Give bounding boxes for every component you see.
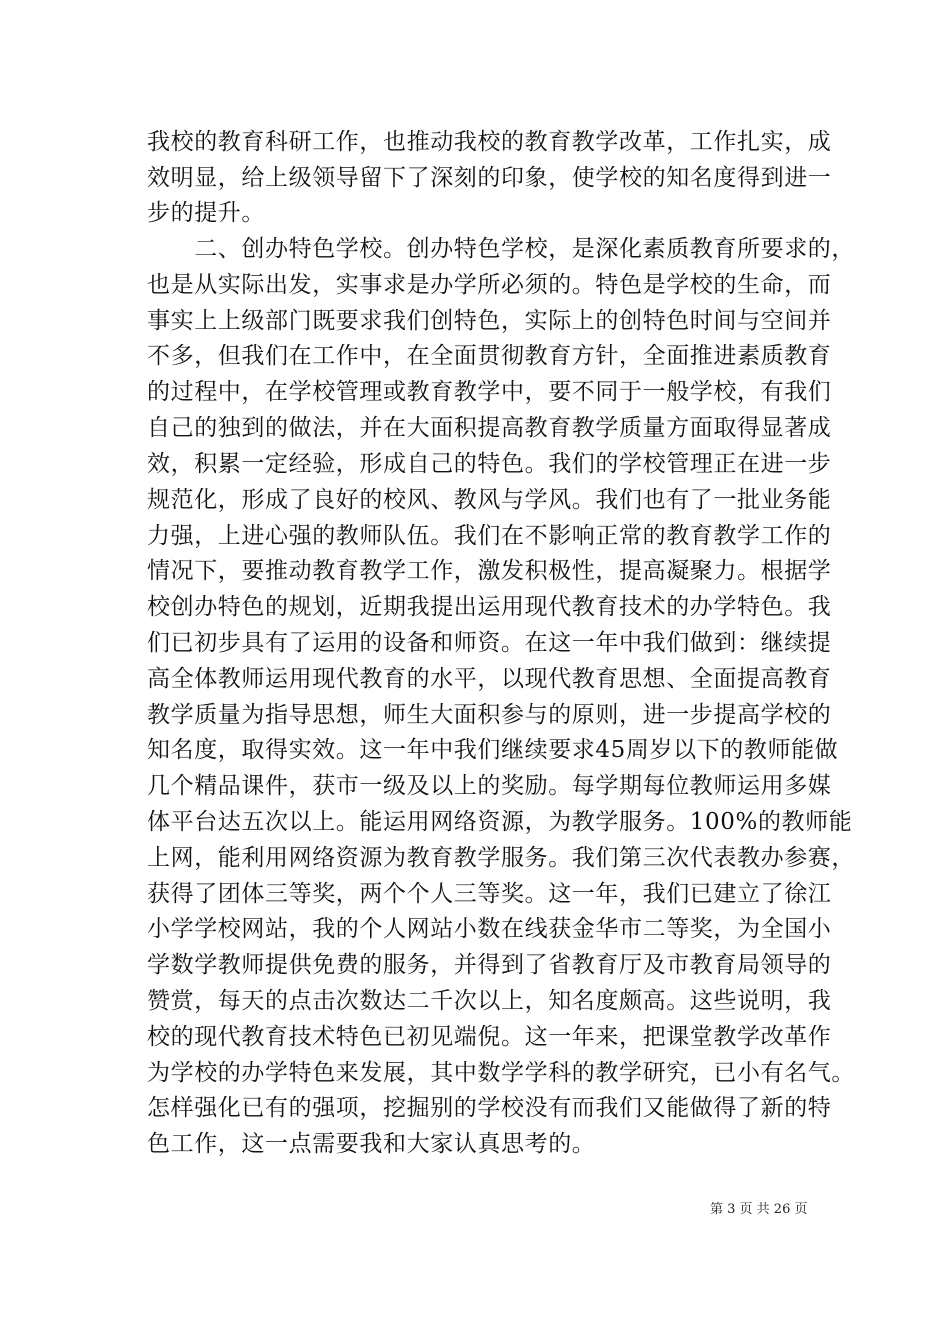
text-line: 不多，但我们在工作中，在全面贯彻教育方针，全面推进素质教育 (147, 343, 832, 369)
text-line: 校的现代教育技术特色已初见端倪。这一年来，把课堂教学改革作 (147, 1024, 832, 1050)
text-line: 力强，上进心强的教师队伍。我们在不影响正常的教育教学工作的 (147, 523, 832, 549)
text-line: 怎样强化已有的强项，挖掘别的学校没有而我们又能做得了新的特 (147, 1095, 832, 1121)
page-number: 第 3 页 共 26 页 (710, 1202, 808, 1217)
text-line: 赞赏，每天的点击次数达二千次以上，知名度颇高。这些说明，我 (147, 988, 832, 1014)
text-line: 几个精品课件，获市一级及以上的奖励。每学期每位教师运用多媒 (147, 773, 832, 799)
text-line: 学数学教师提供免费的服务，并得到了省教育厅及市教育局领导的 (147, 952, 832, 978)
text-line: 知名度，取得实效。这一年中我们继续要求45周岁以下的教师能做 (147, 737, 839, 763)
text-line: 我校的教育科研工作，也推动我校的教育教学改革，工作扎实，成 (147, 129, 832, 155)
text-line: 自己的独到的做法，并在大面积提高教育教学质量方面取得显著成 (147, 415, 832, 441)
text-line: 规范化，形成了良好的校风、教风与学风。我们也有了一批业务能 (147, 487, 832, 513)
text-line: 事实上上级部门既要求我们创特色，实际上的创特色时间与空间并 (147, 308, 832, 334)
text-line: 教学质量为指导思想，师生大面积参与的原则，进一步提高学校的 (147, 702, 832, 728)
text-line: 情况下，要推动教育教学工作，激发积极性，提高凝聚力。根据学 (147, 558, 832, 584)
text-line: 高全体教师运用现代教育的水平，以现代教育思想、全面提高教育 (147, 666, 832, 692)
text-line: 获得了团体三等奖，两个个人三等奖。这一年，我们已建立了徐江 (147, 881, 832, 907)
text-line: 上网，能利用网络资源为教育教学服务。我们第三次代表教办参赛， (147, 845, 855, 871)
text-line: 效，积累一定经验，形成自己的特色。我们的学校管理正在进一步 (147, 451, 832, 477)
text-line: 小学学校网站，我的个人网站小数在线获金华市二等奖，为全国小 (147, 916, 832, 942)
text-line: 的过程中，在学校管理或教育教学中，要不同于一般学校，有我们 (147, 379, 832, 405)
text-line: 色工作，这一点需要我和大家认真思考的。 (147, 1131, 596, 1157)
text-line: 校创办特色的规划，近期我提出运用现代教育技术的办学特色。我 (147, 594, 832, 620)
text-line: 步的提升。 (147, 200, 265, 226)
text-line: 为学校的办学特色来发展，其中数学学科的教学研究，已小有名气。 (147, 1060, 855, 1086)
text-line: 体平台达五次以上。能运用网络资源，为教学服务。100%的教师能 (147, 809, 853, 835)
text-line: 也是从实际出发，实事求是办学所必须的。特色是学校的生命，而 (147, 272, 832, 298)
text-line: 们已初步具有了运用的设备和师资。在这一年中我们做到：继续提 (147, 630, 832, 656)
text-line: 二、创办特色学校。创办特色学校，是深化素质教育所要求的， (147, 236, 855, 262)
text-line: 效明显，给上级领导留下了深刻的印象，使学校的知名度得到进一 (147, 165, 832, 191)
